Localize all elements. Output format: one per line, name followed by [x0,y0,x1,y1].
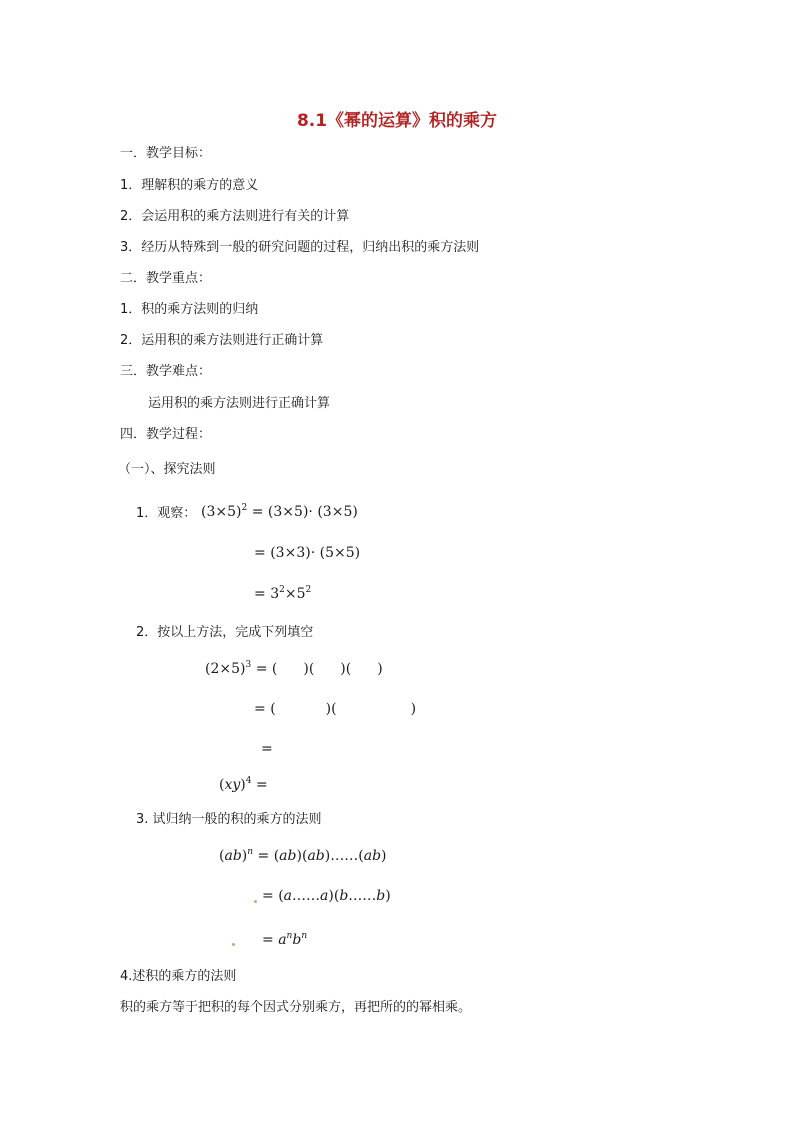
observe-formula-line-2: = (3×3)· (5×5) [254,545,361,561]
observe-formula-line-1: $(3\times 5)^2 = (3\times 5)\cdot (3\times 5)$ [201,503,358,520]
stray-mark [232,943,235,946]
page-title: 8.1《幂的运算》积的乘方 [296,111,498,131]
fill-formula-line-2: = ( )( ) [254,701,417,717]
induce-formula-line-2: = (a……a)(b……b) [262,888,391,904]
induce-label: 3. 试归纳一般的积的乘方的法则 [136,812,322,827]
section-heading-key-points: 二．教学重点： [120,271,212,286]
goal-item: 3．经历从特殊到一般的研究问题的过程，归纳出积的乘方法则 [120,240,480,255]
key-point-item: 1．积的乘方法则的归纳 [120,302,259,317]
section-heading-process: 四．教学过程： [120,427,212,442]
state-label: 4.述积的乘方的法则 [120,969,237,984]
observe-formula-line-3: = $3^2\times 5^2$ [254,585,312,602]
rule-text: 积的乘方等于把积的每个因式分别乘方，再把所的的幂相乘。 [120,1000,472,1015]
goal-item: 2．会运用积的乘方法则进行有关的计算 [120,209,350,224]
induce-formula-line-1: (ab)$^n$ = (ab)(ab)……(ab) [219,847,387,864]
fill-formula-line-1: $(2\times 5)^3$ = ( )( )( ) [205,660,383,677]
subsection-heading: （一）、探究法则 [118,462,216,477]
fill-formula-xy: (xy)$^4$ = [219,776,268,793]
section-heading-difficulty: 三．教学难点： [120,364,212,379]
fill-formula-line-3: = [261,741,273,757]
difficulty-text: 运用积的乘方法则进行正确计算 [148,396,331,411]
fill-label: 2．按以上方法，完成下列填空 [136,625,314,640]
induce-formula-line-3: = $a^nb^n$ [262,931,308,948]
stray-mark [254,900,257,903]
key-point-item: 2．运用积的乘方法则进行正确计算 [120,333,324,348]
goal-item: 1．理解积的乘方的意义 [120,178,259,193]
section-heading-goals: 一．教学目标： [120,146,212,161]
observe-label: 1．观察： [136,506,197,521]
